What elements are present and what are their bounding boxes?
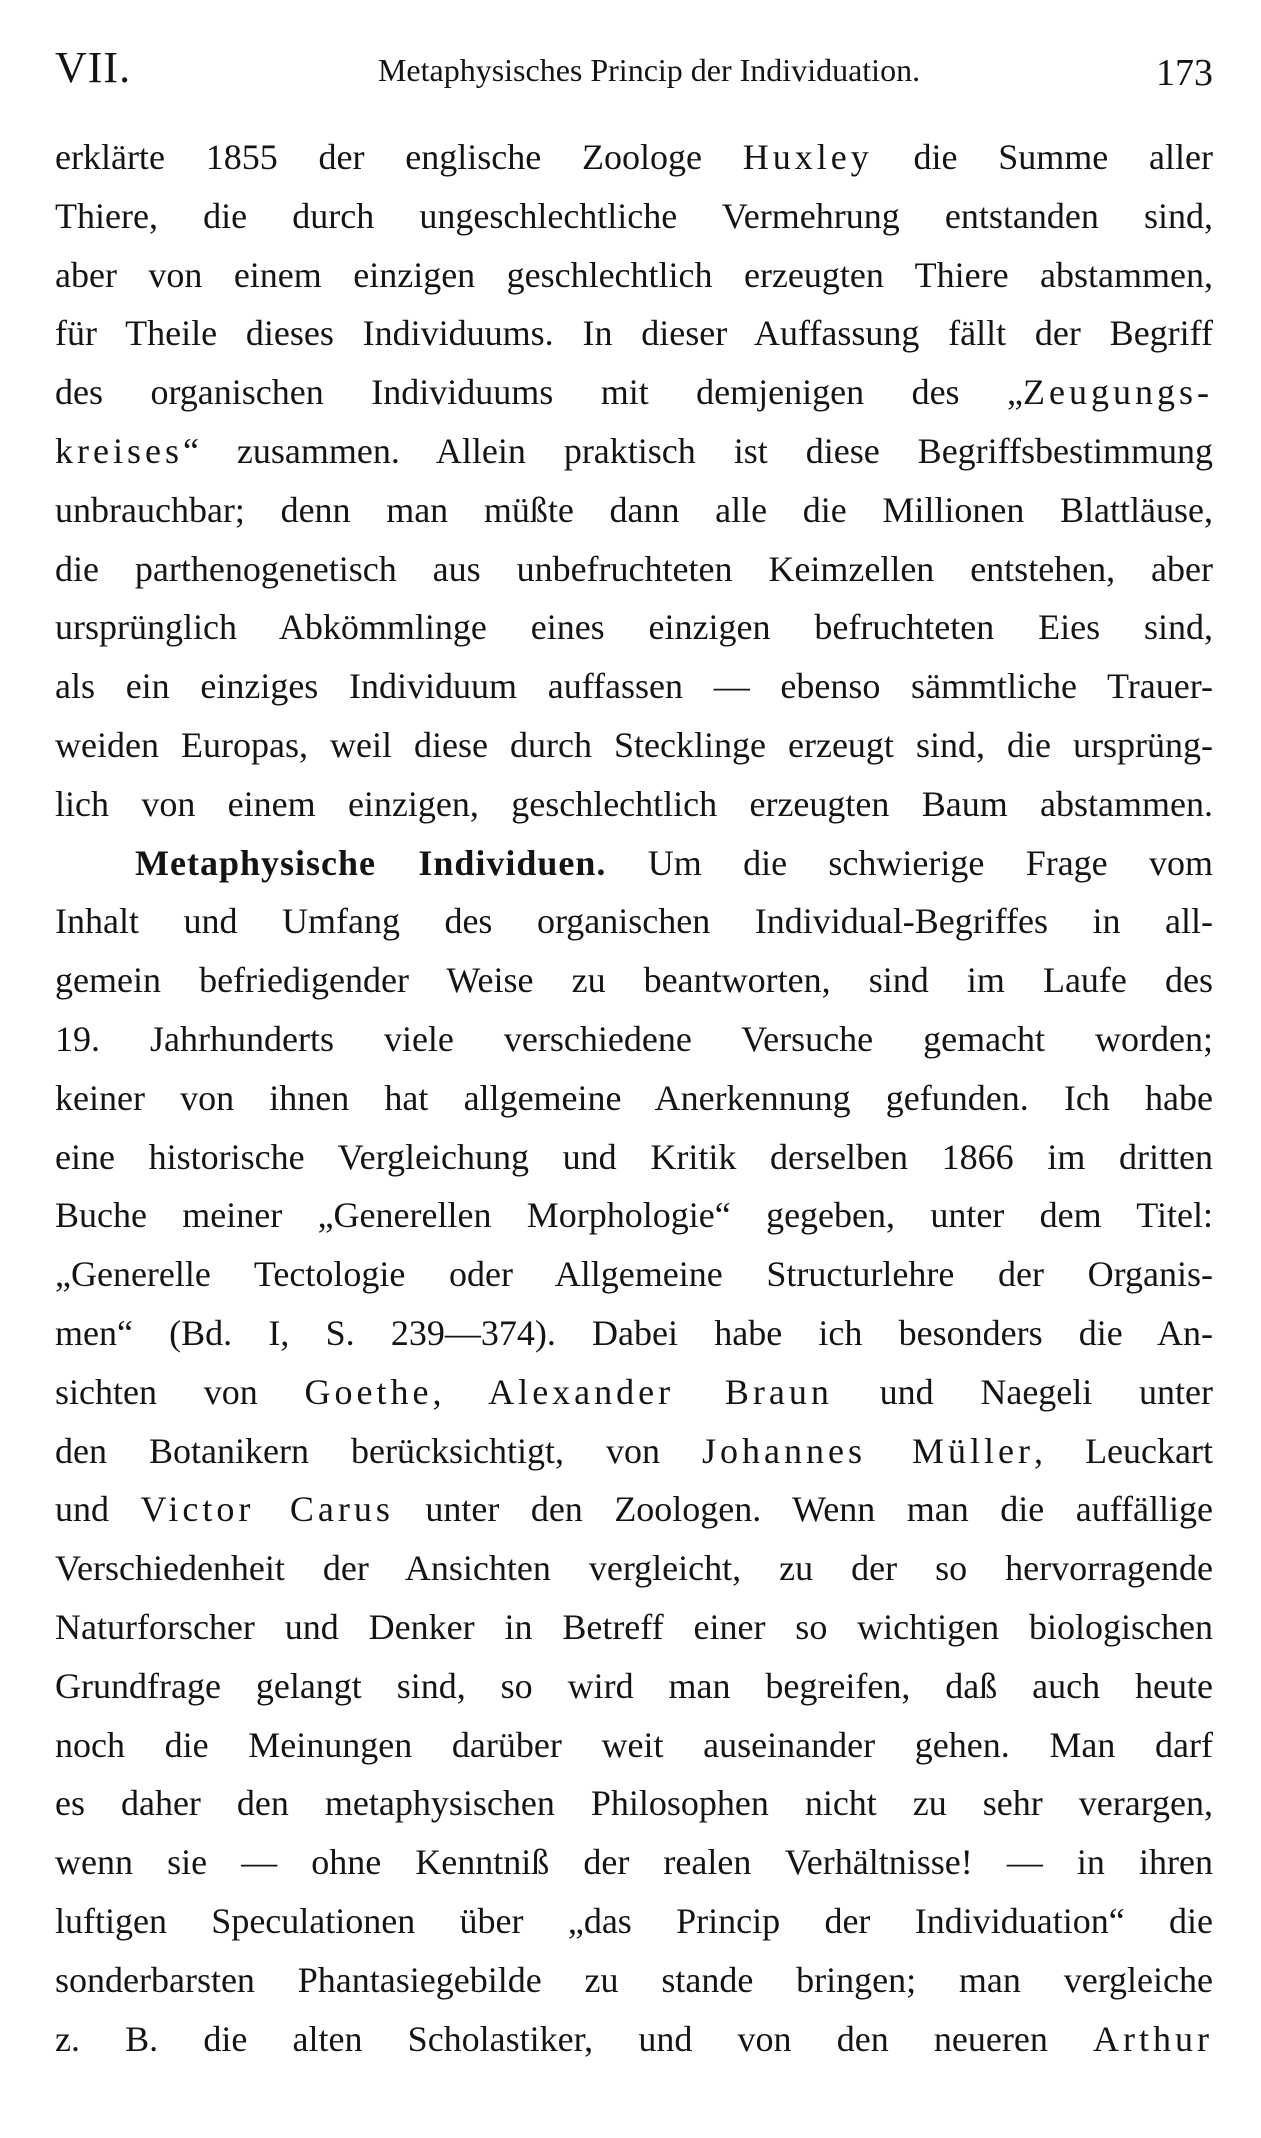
text-line: aber von einem einzigen geschlechtlich erzeugten Thiere abstammen, (55, 254, 1213, 295)
text-line: 19. Jahrhunderts viele verschiedene Versuche gemacht worden; (55, 1018, 1213, 1059)
text-line: gemein befriedigender Weise zu beantworten, sind im Laufe des (55, 960, 1213, 1001)
emphasized-name: Johannes Müller (702, 1430, 1035, 1471)
page-number: 173 (1156, 52, 1213, 94)
running-title: Metaphysisches Princip der Individuation. (377, 52, 921, 88)
emphasized-name: Huxley (742, 137, 873, 177)
text-line: lich von einem einzigen, geschlechtlich erzeugten Baum abstammen. (55, 783, 1213, 824)
text-line: luftigen Speculationen über „das Princip der Individuation“ die (55, 1900, 1213, 1941)
text-line: sonderbarsten Phantasiegebilde zu stande bringen; man vergleiche (55, 1959, 1213, 2000)
text-line: wenn sie — ohne Kenntniß der realen Verhältnisse! — in ihren (55, 1842, 1213, 1883)
text-line: es daher den metaphysischen Philosophen nicht zu sehr verargen, (55, 1783, 1213, 1824)
text-line: Grundfrage gelangt sind, so wird man begreifen, daß auch heute (55, 1665, 1213, 1706)
section-heading: Metaphysische Individuen. (135, 842, 607, 883)
text-line: sichten von Goethe, Alexander Braun und Naegeli unter (55, 1371, 1213, 1412)
text-line: noch die Meinungen darüber weit auseinander gehen. Man darf (55, 1724, 1213, 1765)
emphasized-name: Victor Carus (140, 1489, 394, 1530)
text-line: für Theile dieses Individuums. In dieser Auffassung fällt der Begriff (55, 313, 1213, 354)
text-line: ursprünglich Abkömmlinge eines einzigen befruchteten Eies sind, (55, 607, 1213, 648)
text-line: des organischen Individuums mit demjenigen des „Zeugungs- (55, 372, 1213, 413)
text-line: Verschiedenheit der Ansichten vergleicht, zu der so hervorragende (55, 1548, 1213, 1589)
text-line: als ein einziges Individuum auffassen — ebenso sämmtliche Trauer- (55, 666, 1213, 707)
text-line: Inhalt und Umfang des organischen Individual-Begriffes in all- (55, 901, 1213, 942)
section-heading-line: Metaphysische Individuen. Um die schwierige Frage vom (135, 842, 1213, 883)
text-line: weiden Europas, weil diese durch Stecklinge erzeugt sind, die ursprüng- (55, 724, 1213, 765)
text-line: eine historische Vergleichung und Kritik derselben 1866 im dritten (55, 1136, 1213, 1177)
text-line: Thiere, die durch ungeschlechtliche Vermehrung entstanden sind, (55, 195, 1213, 236)
emphasized-name: Zeugungs- (1023, 372, 1213, 413)
emphasized-name: Alexander Braun (488, 1371, 833, 1412)
text-line: erklärte 1855 der englische Zoologe Huxley die Summe aller (55, 137, 1213, 177)
page-header (55, 38, 1213, 108)
text-line: den Botanikern berücksichtigt, von Johannes Müller, Leuckart (55, 1430, 1213, 1471)
chapter-number: VII. (55, 43, 132, 92)
text-line: „Generelle Tectologie oder Allgemeine Structurlehre der Organis- (55, 1254, 1213, 1295)
text-line: die parthenogenetisch aus unbefruchteten Keimzellen entstehen, aber (55, 548, 1213, 589)
emphasized-name: Arthur (1093, 2018, 1213, 2059)
text-line: kreises“ zusammen. Allein praktisch ist diese Begriffsbestimmung (55, 430, 1213, 471)
text-line: und Victor Carus unter den Zoologen. Wenn man die auffällige (55, 1489, 1213, 1530)
text-line: unbrauchbar; denn man müßte dann alle die Millionen Blattläuse, (55, 489, 1213, 530)
emphasized-name: Goethe (304, 1371, 433, 1412)
text-line: keiner von ihnen hat allgemeine Anerkennung gefunden. Ich habe (55, 1077, 1213, 1118)
body-text (55, 128, 1213, 2068)
text-line: Naturforscher und Denker in Betreff einer so wichtigen biologischen (55, 1606, 1213, 1647)
text-line: Buche meiner „Generellen Morphologie“ gegeben, unter dem Titel: (55, 1195, 1213, 1236)
text-line: men“ (Bd. I, S. 239—374). Dabei habe ich besonders die An- (55, 1312, 1213, 1353)
emphasized-name: kreises (55, 430, 183, 471)
text-line: z. B. die alten Scholastiker, und von den neueren Arthur (55, 2018, 1213, 2059)
